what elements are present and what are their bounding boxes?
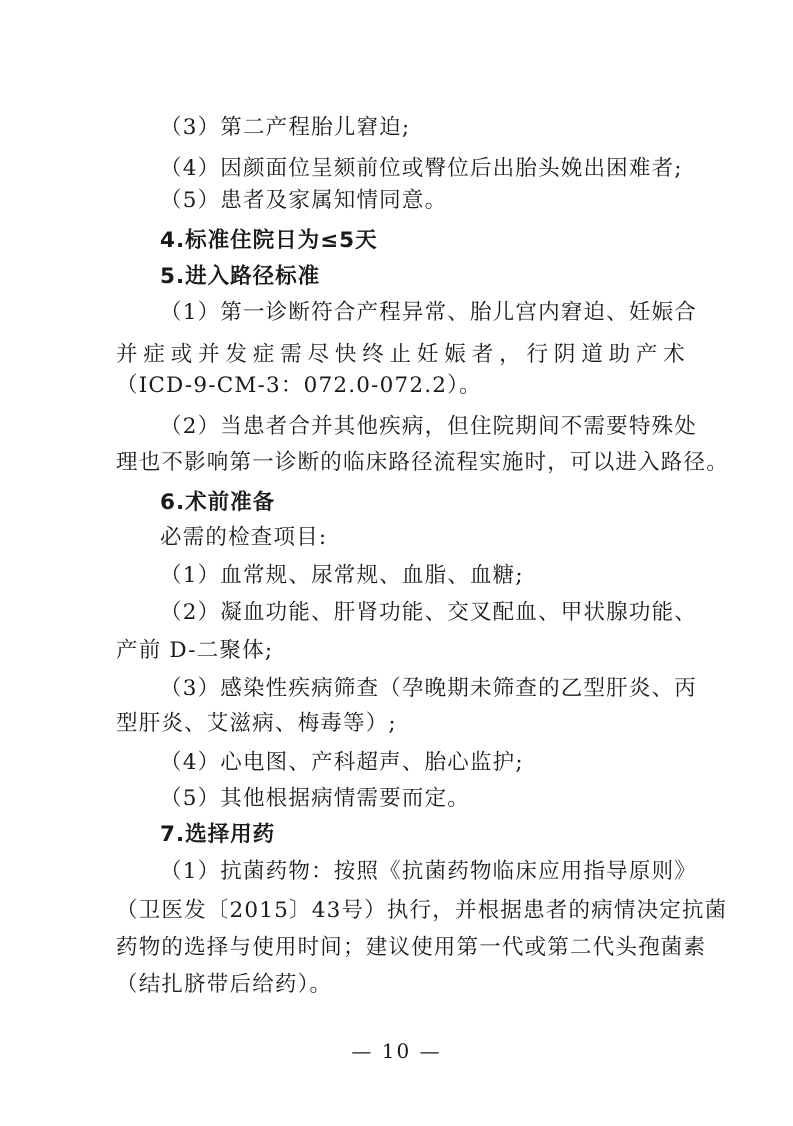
paragraph-line: 理也不影响第一诊断的临床路径流程实施时，可以进入路径。 xyxy=(116,450,729,475)
section-heading-6: 6.术前准备 xyxy=(160,490,276,515)
paragraph-line: （ICD-9-CM-3：072.0-072.2）。 xyxy=(116,373,482,398)
list-item-3: （3）第二产程胎儿窘迫; xyxy=(160,115,411,140)
section-heading-7: 7.选择用药 xyxy=(160,822,276,847)
section-heading-5: 5.进入路径标准 xyxy=(160,264,321,289)
list-item-continuation: 产前 D-二聚体; xyxy=(116,638,274,663)
list-item: （1）血常规、尿常规、血脂、血糖; xyxy=(160,563,524,588)
paragraph-line: （1）第一诊断符合产程异常、胎儿宫内窘迫、妊娠合 xyxy=(160,300,697,325)
list-item: （5）其他根据病情需要而定。 xyxy=(160,786,470,811)
paragraph-line: （结扎脐带后给药）。 xyxy=(116,972,333,997)
list-item-continuation: 型肝炎、艾滋病、梅毒等）; xyxy=(116,711,397,736)
list-item: （4）心电图、产科超声、胎心监护; xyxy=(160,750,524,775)
page-number: — 10 — xyxy=(351,1039,442,1063)
paragraph-line: 必需的检查项目: xyxy=(160,525,328,550)
paragraph-line: （2）当患者合并其他疾病，但住院期间不需要特殊处 xyxy=(160,414,697,439)
list-item: （2）凝血功能、肝肾功能、交叉配血、甲状腺功能、 xyxy=(160,600,697,625)
paragraph-line: （卫医发〔2015〕43号）执行，并根据患者的病情决定抗菌 xyxy=(116,898,728,923)
list-item-4: （4）因颜面位呈颏前位或臀位后出胎头娩出困难者; xyxy=(160,156,683,181)
list-item: （3）感染性疾病筛查（孕晚期未筛查的乙型肝炎、丙 xyxy=(160,676,697,701)
paragraph-line: 并症或并发症需尽快终止妊娠者，行阴道助产术 xyxy=(116,342,686,367)
section-heading-4: 4.标准住院日为≤5天 xyxy=(160,228,378,253)
paragraph-line: （1）抗菌药物：按照《抗菌药物临床应用指导原则》 xyxy=(160,859,697,884)
list-item-5: （5）患者及家属知情同意。 xyxy=(160,188,448,213)
paragraph-line: 药物的选择与使用时间；建议使用第一代或第二代头孢菌素 xyxy=(116,935,707,960)
